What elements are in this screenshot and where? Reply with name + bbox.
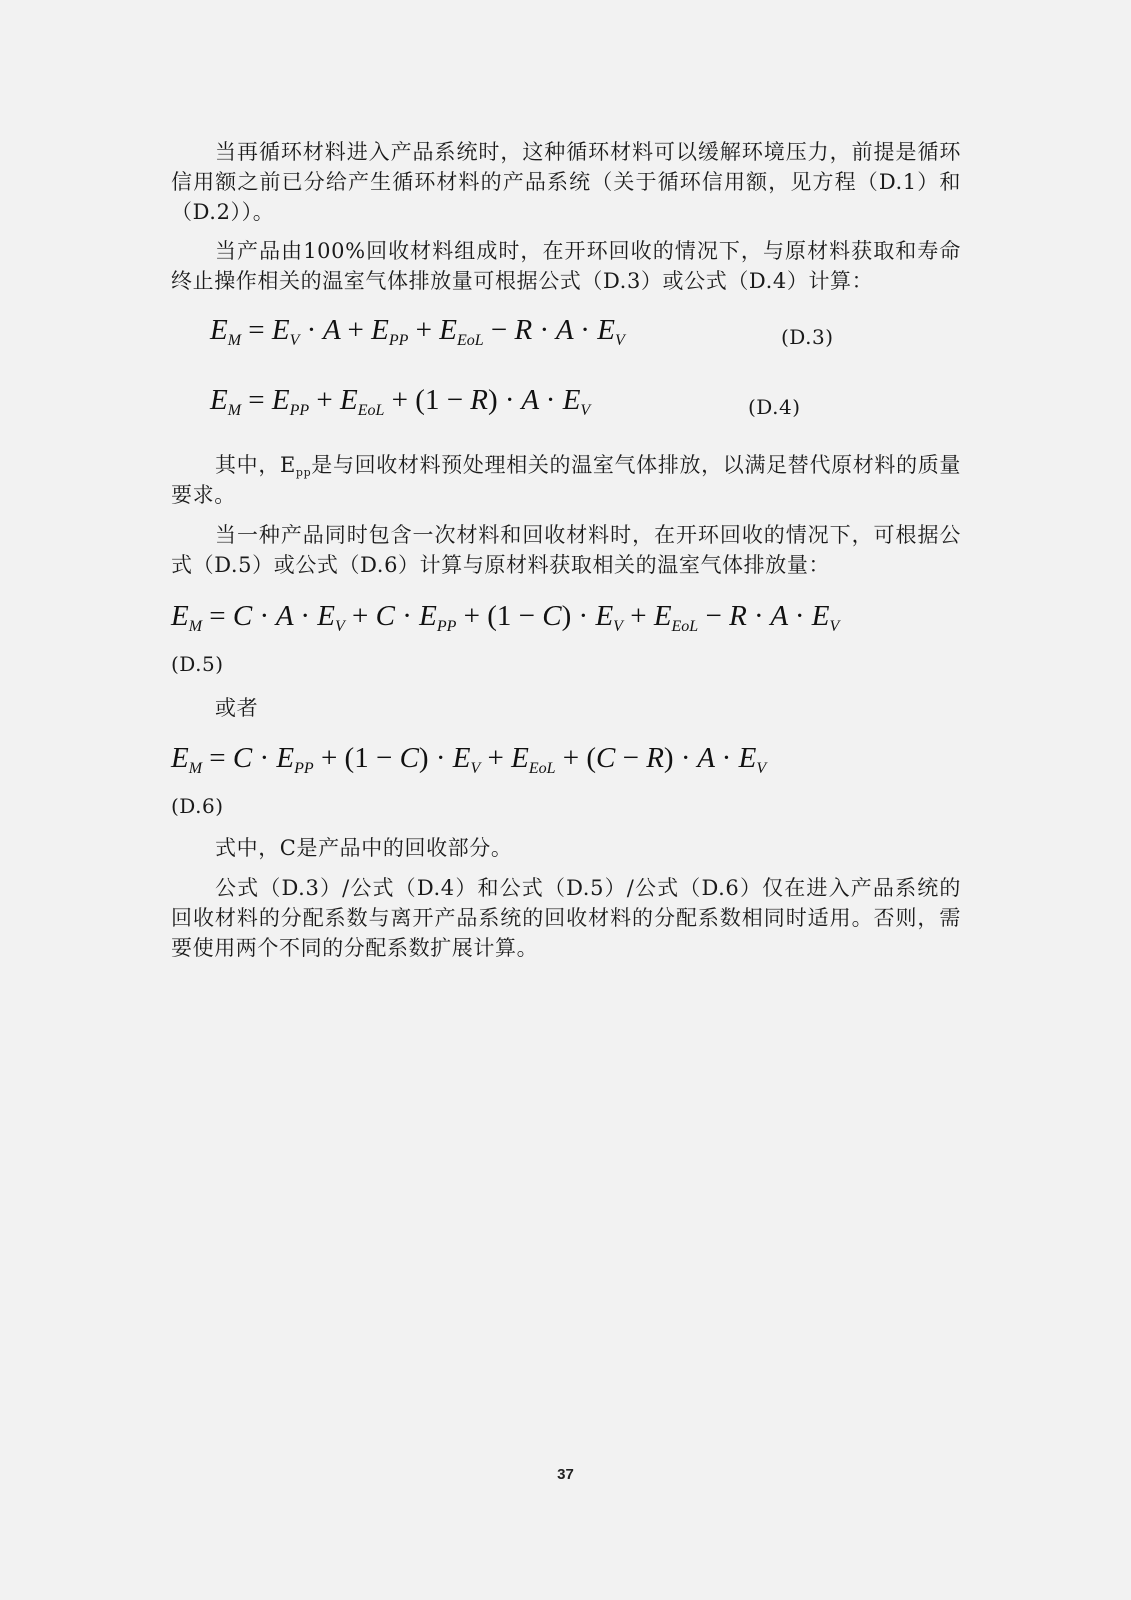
paragraph-allocation-factors: 公式（D.3）/公式（D.4）和公式（D.5）/公式（D.6）仅在进入产品系统的回收材料的分配系数与离开产品系统的回收材料的分配系数相同时适用。否则，需要使用两个不同的分配系数扩展计算。 xyxy=(171,876,961,960)
epp-subscript: pp xyxy=(295,466,312,479)
equation-d3-number: (D.3) xyxy=(781,325,834,349)
equation-d6: $E_M = C \cdot E_{PP} + (1 - C) \cdot E_V + E_{EoL} + (C - R) \cdot A \cdot E_V$ xyxy=(171,742,767,777)
paragraph-open-loop-100-percent: 当产品由100%回收材料组成时，在开环回收的情况下，与原材料获取和寿命终止操作相关的温室气体排放量可根据公式（D.3）或公式（D.4）计算： xyxy=(171,239,961,293)
paragraph-recycled-credit: 当再循环材料进入产品系统时，这种循环材料可以缓解环境压力，前提是循环信用额之前已分给产生循环材料的产品系统（关于循环信用额，见方程（D.1）和（D.2））。 xyxy=(171,140,961,224)
equation-d5: $E_M = C \cdot A \cdot E_V + C \cdot E_{PP} + (1 - C) \cdot E_V + E_{EoL} - R \cdot A \cdot E_V$ xyxy=(171,600,840,635)
paragraph-epp-prefix: 其中，E xyxy=(215,453,296,477)
page-number: 37 xyxy=(557,1466,574,1483)
paragraph-or: 或者 xyxy=(215,696,259,720)
equation-d4: $E_M = E_{PP} + E_{EoL} + (1 - R) \cdot A \cdot E_V$ xyxy=(210,384,591,419)
equation-d6-number: (D.6) xyxy=(171,794,224,818)
paragraph-epp-suffix: 是与回收材料预处理相关的温室气体排放，以满足替代原材料的质量要求。 xyxy=(171,453,962,507)
equation-d4-number: (D.4) xyxy=(748,395,801,419)
paragraph-mixed-materials: 当一种产品同时包含一次材料和回收材料时，在开环回收的情况下，可根据公式（D.5）或公式（D.6）计算与原材料获取相关的温室气体排放量： xyxy=(171,523,961,577)
equation-d5-number: (D.5) xyxy=(171,652,224,676)
equation-d3: $E_M = E_V \cdot A + E_{PP} + E_{EoL} - R \cdot A \cdot E_V$ xyxy=(210,314,625,349)
paragraph-c-definition: 式中，C是产品中的回收部分。 xyxy=(215,836,513,860)
paragraph-epp-definition xyxy=(171,450,961,510)
